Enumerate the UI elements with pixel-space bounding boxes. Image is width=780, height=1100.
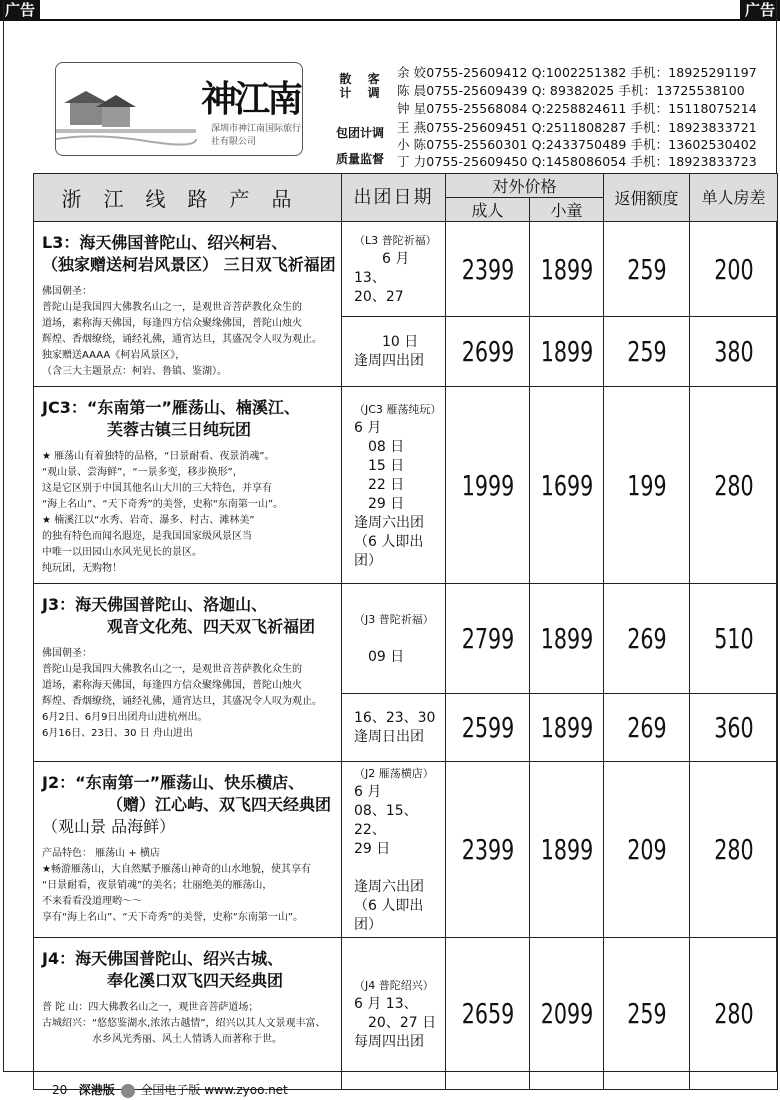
date-line: 08 日	[354, 438, 405, 455]
date-line: 6 月	[354, 784, 382, 800]
description-line: 不来看看没道理哟～～	[42, 896, 142, 907]
description-line: “日景耐看，夜景销魂”的美名；壮丽绝美的雁荡山，	[42, 880, 273, 891]
description-line: 享有“海上名山”、“天下奇秀”的美誉，史称“东南第一山”。	[42, 912, 304, 923]
price-single: 200	[697, 222, 769, 317]
date-line: （J2 雁荡横店）	[354, 767, 434, 780]
logo-name: 神江南	[201, 78, 301, 120]
date-line	[354, 629, 441, 648]
date-line: （6 人即出团）	[354, 898, 424, 933]
description-line: 6月2日、6月9日出团舟山进杭州出。	[42, 712, 208, 723]
company-logo	[55, 62, 303, 156]
route-cell	[34, 584, 342, 762]
price-rebate: 199	[611, 387, 682, 584]
departure-dates	[342, 387, 446, 584]
description-line: 中唯一以田园山水风光见长的景区。	[42, 547, 202, 558]
logo-tagline: 深圳市神江南国际旅行社有限公司	[211, 124, 302, 147]
page-number: 20	[52, 1083, 68, 1097]
price-rebate: 259	[611, 938, 682, 1090]
footer	[52, 1081, 288, 1098]
date-line: 22 日	[354, 476, 405, 493]
date-line: 10 日	[354, 333, 419, 350]
route-title: L3：海天佛国普陀山、绍兴柯岩、	[42, 233, 288, 252]
description-line: ★畅游雁荡山，大自然赋予雁荡山神奇的山水地貌，使其享有	[42, 864, 311, 875]
date-line: 20、27	[354, 289, 404, 306]
date-line: 15 日	[354, 457, 405, 474]
route-description	[42, 646, 337, 742]
route-description	[42, 846, 337, 926]
route-subtitle: （赠）江心屿、双飞四天经典团	[107, 795, 332, 814]
date-line: 08、15、22、	[354, 803, 418, 838]
price-rebate: 259	[611, 222, 682, 317]
route-subtitle: 芙蓉古镇三日纯玩团	[107, 420, 252, 439]
route-cell	[34, 222, 342, 387]
price-adult: 2659	[453, 938, 522, 1090]
description-line: 辉煌、香烟缭绕，诵经礼佛，通宵达旦，其盛况令人叹为观止。	[42, 334, 322, 345]
edition: 深港版	[78, 1083, 115, 1097]
description-line: 的独有特色而闻名遐迩，是我国国家级风景区当	[42, 531, 252, 542]
route-title: J2：“东南第一”雁荡山、快乐横店、	[42, 773, 305, 792]
date-line: 20、27 日	[354, 1014, 437, 1031]
route-description	[42, 449, 337, 577]
route-cell	[34, 938, 342, 1090]
price-single: 280	[697, 938, 769, 1090]
date-line: 16、23、30	[354, 709, 436, 726]
description-line: 普陀山是我国四大佛教名山之一，是观世音菩萨教化众生的	[42, 302, 302, 313]
header-single: 单人房差	[690, 174, 778, 222]
date-line: 6 月 13、	[354, 251, 410, 287]
route-title: JC3：“东南第一”雁荡山、楠溪江、	[42, 398, 300, 417]
footer-site: 全国电子版 www.zyoo.net	[140, 1083, 288, 1097]
date-line: 6 月 13、	[354, 995, 418, 1012]
description-line: 古城绍兴：“悠悠鉴湖水,浓浓古越情”，绍兴以其人文景观丰富、	[42, 1018, 326, 1029]
price-child: 2099	[536, 938, 597, 1090]
price-single: 360	[697, 694, 769, 762]
price-adult: 2399	[453, 222, 522, 317]
description-line: （含三大主题景点：柯岩、鲁镇、鉴湖）。	[42, 366, 227, 377]
description-line: 道场，素称海天佛国，每逢四方信众聚缘佛国，普陀山烛火	[42, 680, 302, 691]
date-line: （JC3 雁荡纯玩）	[354, 402, 442, 416]
header-adult: 成人	[446, 198, 530, 222]
date-line: （J3 普陀祈福）	[354, 613, 434, 626]
contact-line: 钟 星0755-25568084 Q:2258824611 手机：15118075214	[397, 101, 757, 116]
description-line: 普陀山是我国四大佛教名山之一，是观世音菩萨教化众生的	[42, 664, 302, 675]
group-label: 包团计调	[335, 126, 384, 140]
date-line: （6 人即出团）	[354, 533, 424, 569]
price-rebate: 209	[611, 762, 682, 938]
price-child: 1899	[536, 584, 597, 694]
route-subtitle: （独家赠送柯岩风景区） 三日双飞祈福团	[42, 255, 336, 274]
route-title: J3：海天佛国普陀山、洛迦山、	[42, 595, 268, 614]
departure-dates	[342, 694, 446, 762]
contact-line: 小 陈0755-25560301 Q:2433750489 手机：13602530402	[397, 137, 757, 152]
price-adult: 1999	[453, 387, 522, 584]
route-subtitle: 观音文化苑、四天双飞祈福团	[107, 617, 316, 636]
price-single: 280	[697, 762, 769, 938]
header-rebate: 返佣额度	[604, 174, 690, 222]
route-subtitle: 奉化溪口双飞四天经典团	[107, 971, 284, 990]
description-line: 这是它区别于中国其他名山大川的三大特色，并享有	[42, 483, 272, 494]
route-cell	[34, 387, 342, 584]
departure-dates	[342, 938, 446, 1090]
description-line: 辉煌、香烟缭绕，诵经礼佛，通宵达旦，其盛况令人叹为观止。	[42, 696, 322, 707]
price-child: 1899	[536, 694, 597, 762]
price-rebate: 269	[611, 694, 682, 762]
price-child: 1699	[536, 387, 597, 584]
quality-label: 质量监督	[335, 152, 384, 166]
description-line: ★ 雁荡山有着独特的品格，“日景耐看、夜景消魂”。	[42, 451, 275, 462]
description-line: 佛国朝圣：	[42, 286, 92, 297]
description-line: ★ 楠溪江以“水秀、岩奇、瀑多、村古、滩林美”	[42, 515, 255, 526]
departure-dates	[342, 222, 446, 317]
contact-line: 丁 力0755-25609450 Q:1458086054 手机：18923833723	[397, 154, 757, 169]
date-line: 29 日	[354, 495, 405, 512]
price-adult: 2699	[453, 317, 522, 387]
date-line: 逢周日出团	[354, 728, 424, 745]
header-product: 浙江线路产品	[34, 174, 342, 222]
price-child: 1899	[536, 222, 597, 317]
header-child: 小童	[530, 198, 604, 222]
price-adult: 2799	[453, 584, 522, 694]
date-line: （J4 普陀绍兴）	[354, 978, 434, 992]
scatter-label: 散 客 计 调	[339, 72, 386, 100]
departure-dates	[342, 317, 446, 387]
date-line	[354, 859, 441, 878]
contact-line: 陈 晨0755-25609439 Q: 89382025 手机：13725538100	[397, 83, 745, 98]
header-price: 对外价格	[446, 174, 604, 198]
description-line: 普 陀 山：四大佛教名山之一，观世音菩萨道场；	[42, 1002, 259, 1013]
route-description	[42, 1000, 337, 1048]
price-rebate: 259	[611, 317, 682, 387]
price-single: 280	[697, 387, 769, 584]
date-line: 6 月	[354, 419, 382, 436]
price-child: 1899	[536, 762, 597, 938]
route-cell	[34, 762, 342, 938]
date-line: 逢周六出团	[354, 879, 424, 895]
site-logo-icon	[121, 1084, 135, 1098]
description-line: 产品特色： 雁荡山 + 横店	[42, 848, 160, 859]
description-line: 佛国朝圣：	[42, 648, 92, 659]
description-line: 6月16日、23日、30 日 舟山进出	[42, 728, 193, 739]
ad-label-left: 广告	[0, 0, 40, 20]
date-line: 09 日	[354, 649, 405, 665]
price-rebate: 269	[611, 584, 682, 694]
ad-label-right: 广告	[740, 0, 780, 20]
header-date: 出团日期	[342, 174, 446, 222]
price-child: 1899	[536, 317, 597, 387]
date-line: 逢周四出团	[354, 352, 424, 369]
route-description	[42, 284, 337, 380]
price-table	[33, 173, 778, 1090]
date-line: （L3 普陀祈福）	[354, 234, 437, 248]
contact-line: 王 燕0755-25609451 Q:2511808287 手机：18923833721	[397, 120, 757, 135]
price-single: 380	[697, 317, 769, 387]
date-line: 每周四出团	[354, 1033, 424, 1050]
description-line: 独家赠送AAAA《柯岩风景区》，	[42, 350, 186, 361]
description-line: “海上名山”、“天下奇秀”的美誉，史称“东南第一山”。	[42, 499, 284, 510]
contact-line: 余 姣0755-25609412 Q:1002251382 手机：18925291197	[397, 65, 757, 80]
price-adult: 2599	[453, 694, 522, 762]
description-line: 道场，素称海天佛国，每逢四方信众聚缘佛国，普陀山烛火	[42, 318, 302, 329]
description-line: “观山景、尝海鲜”，“一景多变，移步换形”，	[42, 467, 243, 478]
description-line: 纯玩团，无购物！	[42, 563, 122, 574]
departure-dates	[342, 762, 446, 938]
description-line: 水乡风光秀丽、风土人情诱人而著称于世。	[42, 1034, 282, 1045]
route-title: J4：海天佛国普陀山、绍兴古城、	[42, 949, 284, 968]
date-line: 逢周六出团	[354, 514, 424, 531]
price-adult: 2399	[453, 762, 522, 938]
date-line: 29 日	[354, 841, 391, 857]
departure-dates	[342, 584, 446, 694]
route-tagline: （观山景 品海鲜）	[42, 817, 176, 836]
price-single: 510	[697, 584, 769, 694]
